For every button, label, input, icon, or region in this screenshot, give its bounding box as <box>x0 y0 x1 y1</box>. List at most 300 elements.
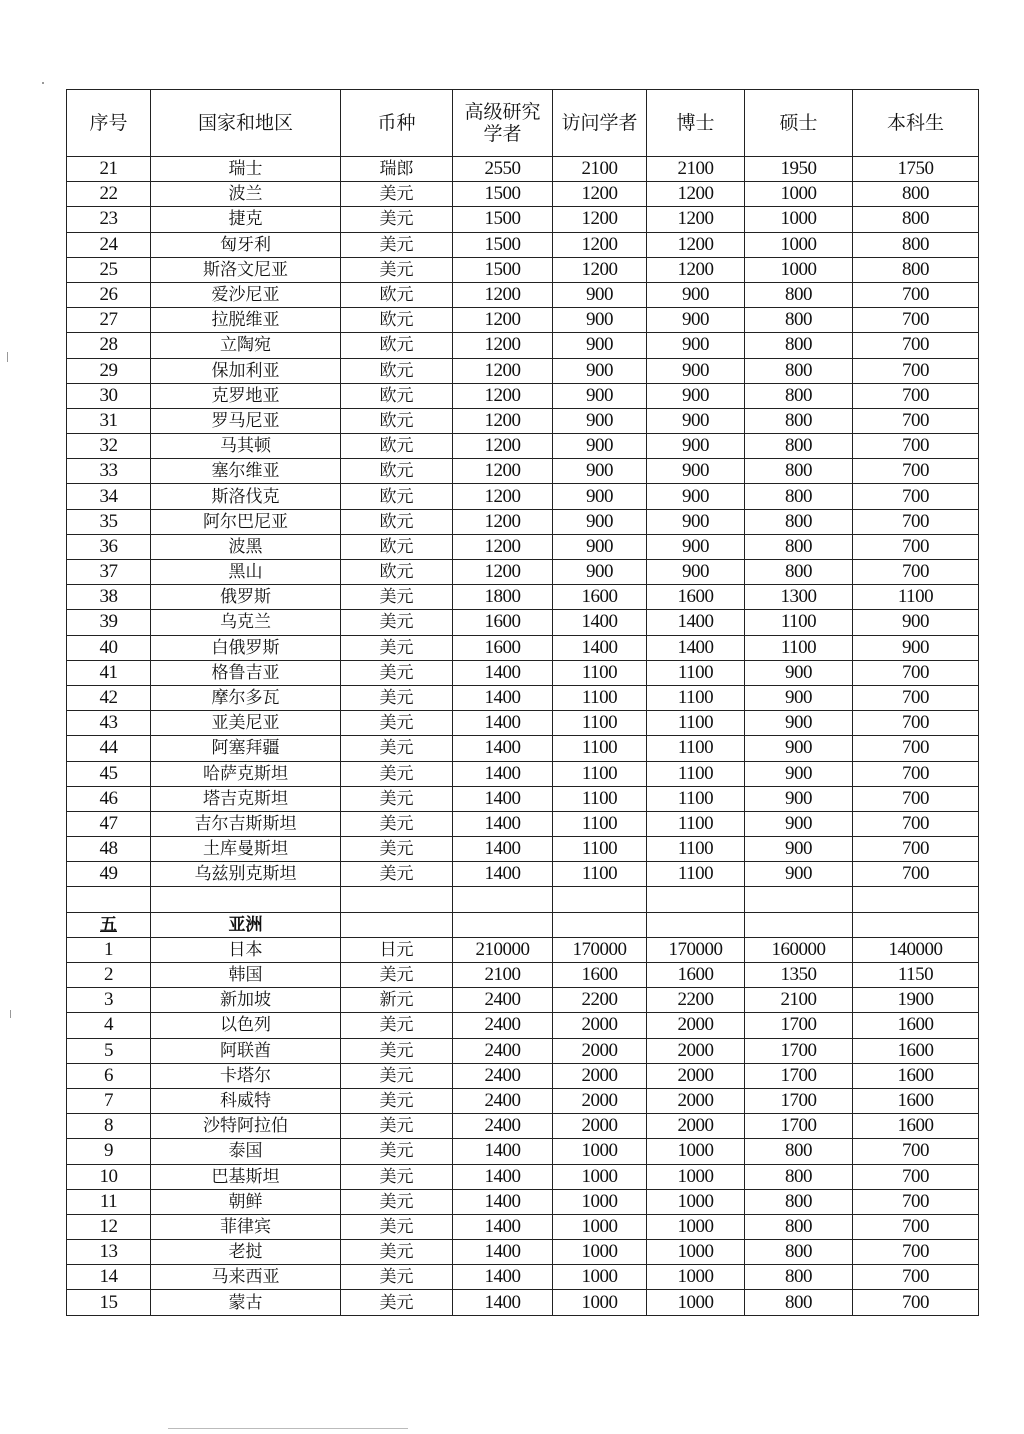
cell-visiting-scholar: 900 <box>553 282 647 307</box>
cell-phd: 900 <box>647 534 745 559</box>
cell-index: 37 <box>67 560 151 585</box>
cell-phd: 1100 <box>647 862 745 887</box>
scan-speck <box>42 82 44 84</box>
cell-currency: 美元 <box>341 1139 453 1164</box>
cell-currency: 美元 <box>341 1214 453 1239</box>
scan-speck <box>7 352 8 362</box>
cell-index: 24 <box>67 232 151 257</box>
blank-cell <box>853 912 979 937</box>
cell-visiting-scholar: 900 <box>553 358 647 383</box>
cell-index: 10 <box>67 1164 151 1189</box>
cell-master: 1000 <box>745 207 853 232</box>
cell-senior-scholar: 1400 <box>453 862 553 887</box>
cell-visiting-scholar: 900 <box>553 484 647 509</box>
cell-senior-scholar: 2400 <box>453 1013 553 1038</box>
cell-currency: 美元 <box>341 207 453 232</box>
cell-visiting-scholar: 900 <box>553 560 647 585</box>
cell-currency: 欧元 <box>341 282 453 307</box>
cell-undergraduate: 700 <box>853 509 979 534</box>
cell-master: 800 <box>745 434 853 459</box>
table-row <box>67 1088 979 1113</box>
cell-senior-scholar: 1400 <box>453 811 553 836</box>
section-number-text: 五 <box>100 914 117 935</box>
table-row <box>67 711 979 736</box>
cell-master: 160000 <box>745 937 853 962</box>
cell-index: 30 <box>67 383 151 408</box>
cell-master: 1000 <box>745 182 853 207</box>
cell-master: 1700 <box>745 1114 853 1139</box>
cell-visiting-scholar: 2200 <box>553 988 647 1013</box>
cell-senior-scholar: 1200 <box>453 308 553 333</box>
cell-senior-scholar: 1400 <box>453 1189 553 1214</box>
cell-phd: 2000 <box>647 1038 745 1063</box>
cell-master: 800 <box>745 408 853 433</box>
cell-master: 800 <box>745 1139 853 1164</box>
cell-phd: 1000 <box>647 1240 745 1265</box>
cell-country: 塞尔维亚 <box>151 459 341 484</box>
table-row <box>67 585 979 610</box>
table-row <box>67 1139 979 1164</box>
cell-master: 800 <box>745 308 853 333</box>
table-row <box>67 610 979 635</box>
cell-currency: 美元 <box>341 736 453 761</box>
cell-index: 36 <box>67 534 151 559</box>
cell-master: 1300 <box>745 585 853 610</box>
cell-country: 蒙古 <box>151 1290 341 1315</box>
cell-phd: 1000 <box>647 1290 745 1315</box>
cell-undergraduate: 800 <box>853 232 979 257</box>
cell-undergraduate: 1600 <box>853 1063 979 1088</box>
cell-country: 日本 <box>151 937 341 962</box>
section-number <box>67 912 151 937</box>
cell-senior-scholar: 2400 <box>453 1114 553 1139</box>
cell-visiting-scholar: 1400 <box>553 610 647 635</box>
cell-phd: 1100 <box>647 761 745 786</box>
cell-master: 800 <box>745 358 853 383</box>
cell-undergraduate: 1600 <box>853 1038 979 1063</box>
cell-index: 42 <box>67 685 151 710</box>
cell-senior-scholar: 2400 <box>453 1088 553 1113</box>
cell-country: 朝鲜 <box>151 1189 341 1214</box>
cell-index: 7 <box>67 1088 151 1113</box>
cell-phd: 2000 <box>647 1114 745 1139</box>
cell-currency: 欧元 <box>341 408 453 433</box>
cell-undergraduate: 1600 <box>853 1013 979 1038</box>
cell-phd: 1000 <box>647 1139 745 1164</box>
cell-undergraduate: 700 <box>853 837 979 862</box>
cell-phd: 900 <box>647 408 745 433</box>
cell-phd: 1600 <box>647 585 745 610</box>
cell-country: 阿塞拜疆 <box>151 736 341 761</box>
cell-phd: 1100 <box>647 786 745 811</box>
cell-master: 800 <box>745 534 853 559</box>
cell-phd: 1600 <box>647 963 745 988</box>
cell-index: 6 <box>67 1063 151 1088</box>
cell-undergraduate: 700 <box>853 1139 979 1164</box>
cell-country: 卡塔尔 <box>151 1063 341 1088</box>
cell-senior-scholar: 1200 <box>453 282 553 307</box>
cell-visiting-scholar: 1200 <box>553 207 647 232</box>
cell-visiting-scholar: 1100 <box>553 862 647 887</box>
cell-undergraduate: 700 <box>853 333 979 358</box>
cell-senior-scholar: 1500 <box>453 207 553 232</box>
cell-undergraduate: 700 <box>853 811 979 836</box>
cell-senior-scholar: 1200 <box>453 509 553 534</box>
cell-country: 科威特 <box>151 1088 341 1113</box>
cell-currency: 日元 <box>341 937 453 962</box>
cell-undergraduate: 700 <box>853 711 979 736</box>
cell-undergraduate: 1900 <box>853 988 979 1013</box>
cell-country: 黑山 <box>151 560 341 585</box>
cell-undergraduate: 700 <box>853 1240 979 1265</box>
cell-visiting-scholar: 1100 <box>553 811 647 836</box>
blank-cell <box>853 887 979 912</box>
cell-senior-scholar: 2400 <box>453 1063 553 1088</box>
cell-senior-scholar: 1400 <box>453 1290 553 1315</box>
cell-currency: 美元 <box>341 786 453 811</box>
table-body-europe <box>67 157 979 887</box>
cell-visiting-scholar: 900 <box>553 509 647 534</box>
cell-phd: 1100 <box>647 837 745 862</box>
cell-senior-scholar: 1400 <box>453 761 553 786</box>
cell-senior-scholar: 1400 <box>453 711 553 736</box>
cell-senior-scholar: 1200 <box>453 534 553 559</box>
table-row <box>67 1063 979 1088</box>
cell-master: 800 <box>745 1240 853 1265</box>
cell-phd: 2000 <box>647 1088 745 1113</box>
cell-master: 1700 <box>745 1088 853 1113</box>
cell-undergraduate: 700 <box>853 1164 979 1189</box>
cell-phd: 1400 <box>647 635 745 660</box>
cell-master: 800 <box>745 1189 853 1214</box>
cell-master: 1000 <box>745 257 853 282</box>
cell-master: 900 <box>745 786 853 811</box>
cell-country: 巴基斯坦 <box>151 1164 341 1189</box>
cell-phd: 900 <box>647 484 745 509</box>
table-row <box>67 685 979 710</box>
cell-index: 45 <box>67 761 151 786</box>
cell-phd: 1100 <box>647 711 745 736</box>
cell-undergraduate: 800 <box>853 207 979 232</box>
cell-index: 3 <box>67 988 151 1013</box>
cell-phd: 1100 <box>647 811 745 836</box>
cell-country: 立陶宛 <box>151 333 341 358</box>
cell-index: 1 <box>67 937 151 962</box>
cell-currency: 美元 <box>341 182 453 207</box>
section-row <box>67 912 979 937</box>
cell-index: 15 <box>67 1290 151 1315</box>
cell-visiting-scholar: 2000 <box>553 1013 647 1038</box>
cell-currency: 欧元 <box>341 534 453 559</box>
cell-country: 斯洛伐克 <box>151 484 341 509</box>
cell-index: 32 <box>67 434 151 459</box>
cell-master: 800 <box>745 282 853 307</box>
cell-index: 29 <box>67 358 151 383</box>
cell-country: 罗马尼亚 <box>151 408 341 433</box>
cell-index: 28 <box>67 333 151 358</box>
table-row <box>67 232 979 257</box>
cell-country: 阿尔巴尼亚 <box>151 509 341 534</box>
blank-row <box>67 887 979 912</box>
cell-senior-scholar: 1500 <box>453 182 553 207</box>
cell-undergraduate: 700 <box>853 1214 979 1239</box>
table-row <box>67 560 979 585</box>
cell-senior-scholar: 1400 <box>453 1265 553 1290</box>
cell-country: 保加利亚 <box>151 358 341 383</box>
cell-index: 44 <box>67 736 151 761</box>
cell-visiting-scholar: 1100 <box>553 761 647 786</box>
cell-undergraduate: 700 <box>853 1265 979 1290</box>
cell-undergraduate: 700 <box>853 459 979 484</box>
cell-visiting-scholar: 1200 <box>553 232 647 257</box>
table-row <box>67 1164 979 1189</box>
table-row <box>67 157 979 182</box>
cell-phd: 1400 <box>647 610 745 635</box>
cell-master: 900 <box>745 711 853 736</box>
cell-currency: 美元 <box>341 585 453 610</box>
cell-master: 900 <box>745 811 853 836</box>
cell-phd: 900 <box>647 333 745 358</box>
table-row <box>67 408 979 433</box>
cell-visiting-scholar: 1100 <box>553 736 647 761</box>
blank-cell <box>341 912 453 937</box>
cell-currency: 美元 <box>341 862 453 887</box>
cell-phd: 900 <box>647 509 745 534</box>
cell-undergraduate: 1100 <box>853 585 979 610</box>
cell-index: 47 <box>67 811 151 836</box>
cell-undergraduate: 900 <box>853 610 979 635</box>
cell-visiting-scholar: 1400 <box>553 635 647 660</box>
cell-country: 哈萨克斯坦 <box>151 761 341 786</box>
cell-undergraduate: 700 <box>853 862 979 887</box>
cell-master: 2100 <box>745 988 853 1013</box>
table-row <box>67 736 979 761</box>
section-name: 亚洲 <box>151 912 341 937</box>
cell-currency: 美元 <box>341 1290 453 1315</box>
table-row <box>67 1013 979 1038</box>
cell-undergraduate: 900 <box>853 635 979 660</box>
cell-senior-scholar: 1200 <box>453 560 553 585</box>
cell-master: 1100 <box>745 610 853 635</box>
cell-senior-scholar: 2550 <box>453 157 553 182</box>
cell-undergraduate: 1150 <box>853 963 979 988</box>
cell-index: 35 <box>67 509 151 534</box>
scan-line <box>168 1428 408 1429</box>
cell-country: 拉脱维亚 <box>151 308 341 333</box>
cell-currency: 美元 <box>341 761 453 786</box>
cell-undergraduate: 700 <box>853 383 979 408</box>
cell-phd: 1000 <box>647 1189 745 1214</box>
cell-undergraduate: 140000 <box>853 937 979 962</box>
stipend-table <box>66 89 979 1316</box>
cell-senior-scholar: 1400 <box>453 685 553 710</box>
cell-index: 25 <box>67 257 151 282</box>
cell-senior-scholar: 1400 <box>453 1139 553 1164</box>
cell-master: 800 <box>745 383 853 408</box>
cell-undergraduate: 700 <box>853 761 979 786</box>
cell-index: 14 <box>67 1265 151 1290</box>
table-row <box>67 635 979 660</box>
cell-currency: 美元 <box>341 1240 453 1265</box>
cell-visiting-scholar: 900 <box>553 408 647 433</box>
cell-country: 吉尔吉斯斯坦 <box>151 811 341 836</box>
cell-visiting-scholar: 1000 <box>553 1164 647 1189</box>
cell-phd: 1000 <box>647 1164 745 1189</box>
cell-master: 800 <box>745 560 853 585</box>
cell-visiting-scholar: 1000 <box>553 1189 647 1214</box>
table-row <box>67 1240 979 1265</box>
table-row <box>67 988 979 1013</box>
cell-index: 2 <box>67 963 151 988</box>
cell-visiting-scholar: 1000 <box>553 1265 647 1290</box>
blank-cell <box>453 887 553 912</box>
cell-master: 800 <box>745 509 853 534</box>
cell-currency: 欧元 <box>341 509 453 534</box>
cell-visiting-scholar: 900 <box>553 383 647 408</box>
cell-master: 800 <box>745 459 853 484</box>
table-row <box>67 509 979 534</box>
table-row <box>67 811 979 836</box>
cell-visiting-scholar: 2000 <box>553 1038 647 1063</box>
cell-country: 俄罗斯 <box>151 585 341 610</box>
blank-cell <box>553 887 647 912</box>
cell-senior-scholar: 1200 <box>453 358 553 383</box>
table-row <box>67 182 979 207</box>
cell-visiting-scholar: 1200 <box>553 257 647 282</box>
header-visiting-scholar: 访问学者 <box>553 90 647 157</box>
cell-country: 泰国 <box>151 1139 341 1164</box>
cell-visiting-scholar: 1100 <box>553 837 647 862</box>
cell-master: 900 <box>745 685 853 710</box>
header-master: 硕士 <box>745 90 853 157</box>
cell-country: 斯洛文尼亚 <box>151 257 341 282</box>
cell-phd: 170000 <box>647 937 745 962</box>
cell-index: 26 <box>67 282 151 307</box>
cell-index: 12 <box>67 1214 151 1239</box>
cell-visiting-scholar: 170000 <box>553 937 647 962</box>
cell-currency: 欧元 <box>341 484 453 509</box>
cell-visiting-scholar: 1000 <box>553 1240 647 1265</box>
cell-phd: 1100 <box>647 660 745 685</box>
table-row <box>67 660 979 685</box>
cell-visiting-scholar: 1600 <box>553 585 647 610</box>
cell-visiting-scholar: 1600 <box>553 963 647 988</box>
blank-cell <box>745 887 853 912</box>
cell-phd: 1000 <box>647 1265 745 1290</box>
cell-visiting-scholar: 900 <box>553 459 647 484</box>
cell-undergraduate: 700 <box>853 1189 979 1214</box>
header-country: 国家和地区 <box>151 90 341 157</box>
cell-country: 捷克 <box>151 207 341 232</box>
cell-index: 49 <box>67 862 151 887</box>
header-undergraduate: 本科生 <box>853 90 979 157</box>
cell-senior-scholar: 1200 <box>453 434 553 459</box>
table-row <box>67 333 979 358</box>
cell-currency: 欧元 <box>341 383 453 408</box>
table-row <box>67 383 979 408</box>
cell-master: 1700 <box>745 1013 853 1038</box>
cell-index: 27 <box>67 308 151 333</box>
cell-visiting-scholar: 1100 <box>553 786 647 811</box>
cell-index: 38 <box>67 585 151 610</box>
cell-currency: 美元 <box>341 711 453 736</box>
cell-senior-scholar: 1400 <box>453 1214 553 1239</box>
blank-cell <box>453 912 553 937</box>
cell-currency: 美元 <box>341 811 453 836</box>
cell-phd: 1200 <box>647 232 745 257</box>
cell-country: 波黑 <box>151 534 341 559</box>
cell-undergraduate: 700 <box>853 282 979 307</box>
cell-undergraduate: 1750 <box>853 157 979 182</box>
cell-visiting-scholar: 2000 <box>553 1063 647 1088</box>
cell-senior-scholar: 2400 <box>453 1038 553 1063</box>
table-row <box>67 257 979 282</box>
cell-master: 1700 <box>745 1063 853 1088</box>
cell-country: 沙特阿拉伯 <box>151 1114 341 1139</box>
cell-index: 43 <box>67 711 151 736</box>
cell-currency: 欧元 <box>341 560 453 585</box>
cell-country: 乌兹别克斯坦 <box>151 862 341 887</box>
table-row <box>67 534 979 559</box>
cell-currency: 美元 <box>341 1063 453 1088</box>
cell-visiting-scholar: 900 <box>553 534 647 559</box>
cell-phd: 2000 <box>647 1013 745 1038</box>
cell-master: 900 <box>745 761 853 786</box>
cell-undergraduate: 700 <box>853 434 979 459</box>
cell-visiting-scholar: 1100 <box>553 711 647 736</box>
cell-currency: 瑞郎 <box>341 157 453 182</box>
cell-senior-scholar: 1400 <box>453 1240 553 1265</box>
cell-phd: 1200 <box>647 182 745 207</box>
table-row <box>67 459 979 484</box>
table-row <box>67 937 979 962</box>
cell-country: 马其顿 <box>151 434 341 459</box>
cell-country: 马来西亚 <box>151 1265 341 1290</box>
cell-country: 新加坡 <box>151 988 341 1013</box>
cell-index: 23 <box>67 207 151 232</box>
cell-currency: 欧元 <box>341 308 453 333</box>
cell-index: 39 <box>67 610 151 635</box>
cell-undergraduate: 700 <box>853 484 979 509</box>
cell-senior-scholar: 1400 <box>453 660 553 685</box>
table-row <box>67 207 979 232</box>
cell-country: 以色列 <box>151 1013 341 1038</box>
cell-phd: 900 <box>647 358 745 383</box>
cell-currency: 美元 <box>341 232 453 257</box>
cell-currency: 美元 <box>341 1164 453 1189</box>
cell-undergraduate: 700 <box>853 660 979 685</box>
blank-cell <box>553 912 647 937</box>
cell-country: 阿联酋 <box>151 1038 341 1063</box>
cell-phd: 1200 <box>647 257 745 282</box>
cell-currency: 美元 <box>341 685 453 710</box>
cell-master: 800 <box>745 1164 853 1189</box>
table-row <box>67 786 979 811</box>
cell-country: 乌克兰 <box>151 610 341 635</box>
cell-master: 900 <box>745 837 853 862</box>
cell-master: 1950 <box>745 157 853 182</box>
table-row <box>67 308 979 333</box>
cell-master: 800 <box>745 1265 853 1290</box>
cell-phd: 1100 <box>647 736 745 761</box>
table-row <box>67 1114 979 1139</box>
cell-master: 1100 <box>745 635 853 660</box>
cell-country: 白俄罗斯 <box>151 635 341 660</box>
cell-senior-scholar: 1200 <box>453 408 553 433</box>
cell-undergraduate: 800 <box>853 182 979 207</box>
cell-master: 900 <box>745 736 853 761</box>
cell-country: 菲律宾 <box>151 1214 341 1239</box>
